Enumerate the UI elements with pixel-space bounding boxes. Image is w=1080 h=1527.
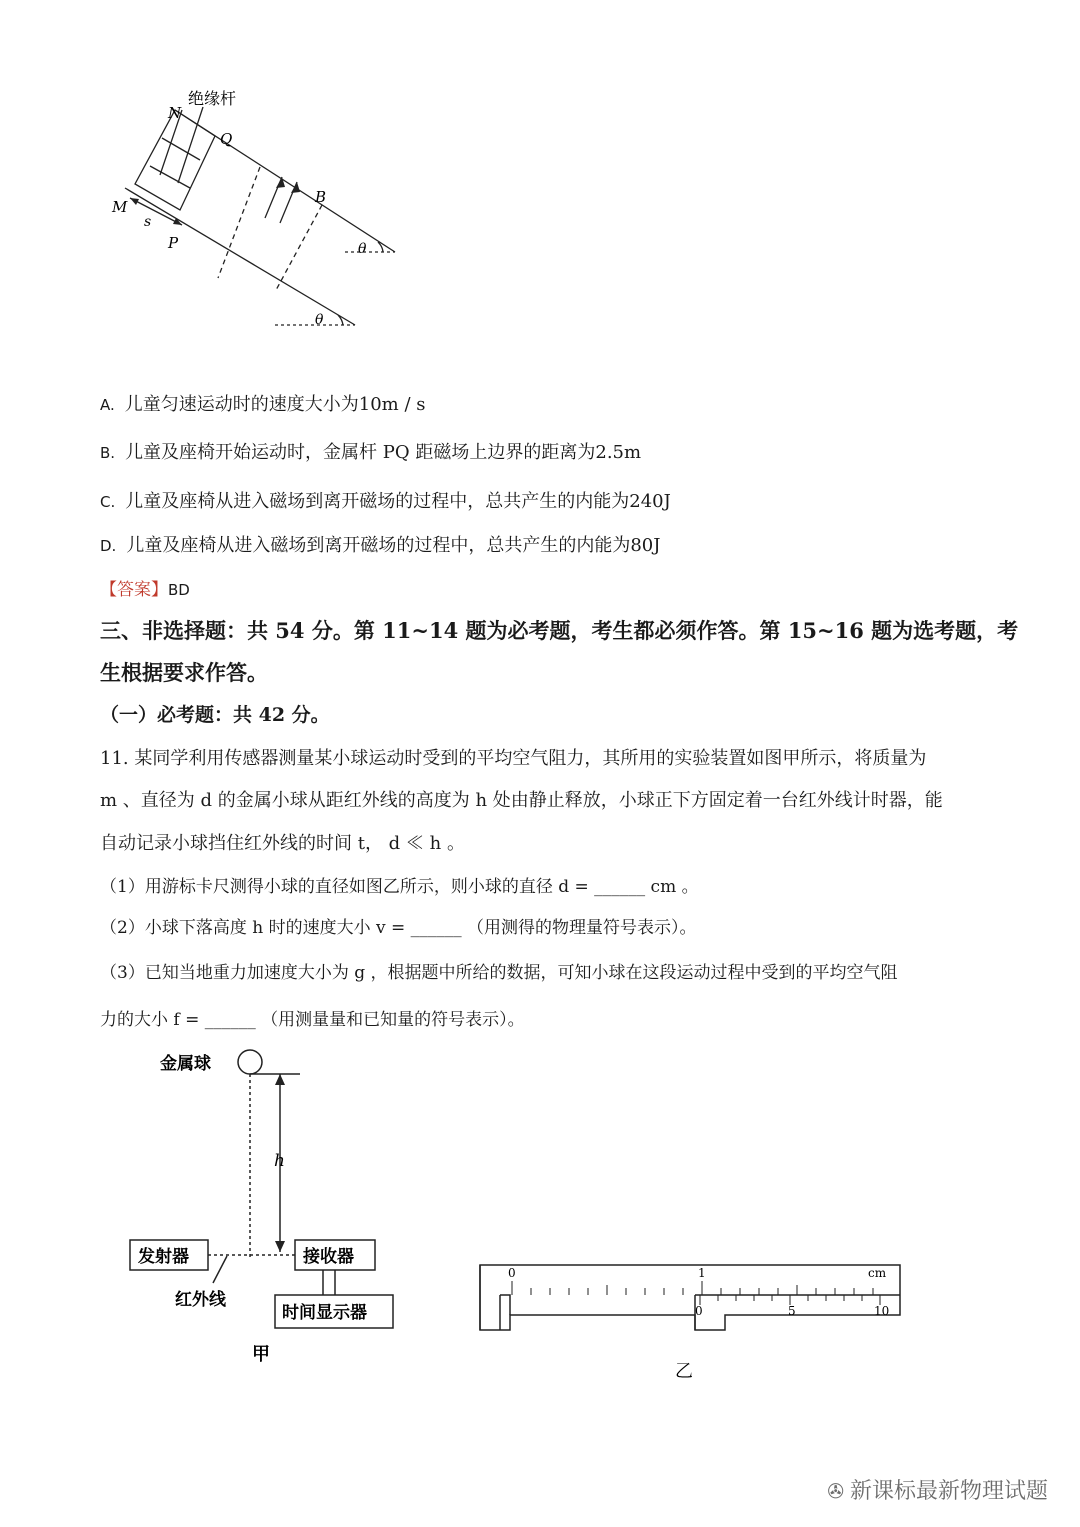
main-scale-unit: cm xyxy=(868,1266,887,1280)
option-a-label: A. xyxy=(100,396,115,414)
vernier-scale-5: 5 xyxy=(788,1304,796,1318)
option-d-label: D. xyxy=(100,537,117,555)
figure-yi-caliper xyxy=(470,1255,910,1385)
incline-figure xyxy=(100,80,420,340)
q11-line2: m 、直径为 d 的金属小球从距红外线的高度为 h 处由静止释放，小球正下方固定着一台红外线计时器，能 xyxy=(100,790,943,811)
option-a xyxy=(100,390,425,416)
answer xyxy=(100,575,190,600)
option-a-text: 儿童匀速运动时的速度大小为10m / s xyxy=(124,394,426,415)
figure-jia xyxy=(120,1040,420,1380)
q11-line3: 自动记录小球挡住红外线的时间 t， d ≪ h 。 xyxy=(100,833,465,854)
option-d-text: 儿童及座椅从进入磁场到离开磁场的过程中，总共产生的内能为80J xyxy=(126,535,661,556)
label-ir-line: 红外线 xyxy=(175,1290,226,1310)
label-insulating-rod: 绝缘杆 xyxy=(188,89,237,108)
q11-line1: 11. 某同学利用传感器测量某小球运动时受到的平均空气阻力，其所用的实验装置如图甲所示，将质量为 xyxy=(100,748,927,769)
wechat-icon: ✇ xyxy=(827,1479,844,1503)
q11-part3a: （3）已知当地重力加速度大小为 g ，根据题中所给的数据，可知小球在这段运动过程中受到的平均空气阻 xyxy=(100,963,898,983)
label-h: h xyxy=(274,1151,285,1171)
option-b-text: 儿童及座椅开始运动时，金属杆 PQ 距磁场上边界的距离为2.5m xyxy=(125,442,642,463)
watermark xyxy=(827,1474,1048,1505)
answer-tag: 【答案】 xyxy=(100,580,168,600)
option-c-label: C. xyxy=(100,493,116,511)
label-p: P xyxy=(168,234,179,252)
q11-part2: （2）小球下落高度 h 时的速度大小 v = ______ （用测得的物理量符号表示）。 xyxy=(100,918,697,938)
option-d xyxy=(100,531,660,557)
main-scale-0: 0 xyxy=(508,1266,516,1280)
label-theta-upper: θ xyxy=(358,241,367,257)
option-c xyxy=(100,487,671,513)
label-receiver: 接收器 xyxy=(303,1247,354,1267)
option-b xyxy=(100,438,641,464)
option-c-text: 儿童及座椅从进入磁场到离开磁场的过程中，总共产生的内能为240J xyxy=(125,491,671,512)
label-theta-lower: θ xyxy=(315,312,324,328)
q11-part3b: 力的大小 f = ______ （用测量量和已知量的符号表示）。 xyxy=(100,1010,525,1030)
vernier-scale-10: 10 xyxy=(874,1304,890,1318)
section-title-line1: 三、非选择题：共 54 分。第 11~14 题为必考题，考生都必须作答。第 15~16 题为选考题，考 xyxy=(100,618,1019,643)
caption-jia: 甲 xyxy=(252,1344,270,1365)
watermark-text: 新课标最新物理试题 xyxy=(849,1479,1048,1504)
answer-value: BD xyxy=(168,581,190,599)
main-scale-1: 1 xyxy=(698,1266,706,1280)
label-time-display: 时间显示器 xyxy=(282,1303,367,1323)
label-s: s xyxy=(144,214,152,230)
section-title-line2: 生根据要求作答。 xyxy=(100,660,268,685)
label-m: M xyxy=(112,198,128,216)
vernier-scale-0: 0 xyxy=(695,1304,703,1318)
label-emitter: 发射器 xyxy=(138,1247,189,1267)
q11-part1: （1）用游标卡尺测得小球的直径如图乙所示，则小球的直径 d = ______ cm 。 xyxy=(100,877,699,897)
subsection-title: （一）必考题：共 42 分。 xyxy=(100,704,330,726)
label-b: B xyxy=(315,188,327,206)
label-q: Q xyxy=(220,130,233,148)
label-metal-ball: 金属球 xyxy=(160,1054,211,1074)
caption-yi: 乙 xyxy=(675,1361,693,1382)
option-b-label: B. xyxy=(100,444,116,462)
label-n: N xyxy=(168,104,182,122)
